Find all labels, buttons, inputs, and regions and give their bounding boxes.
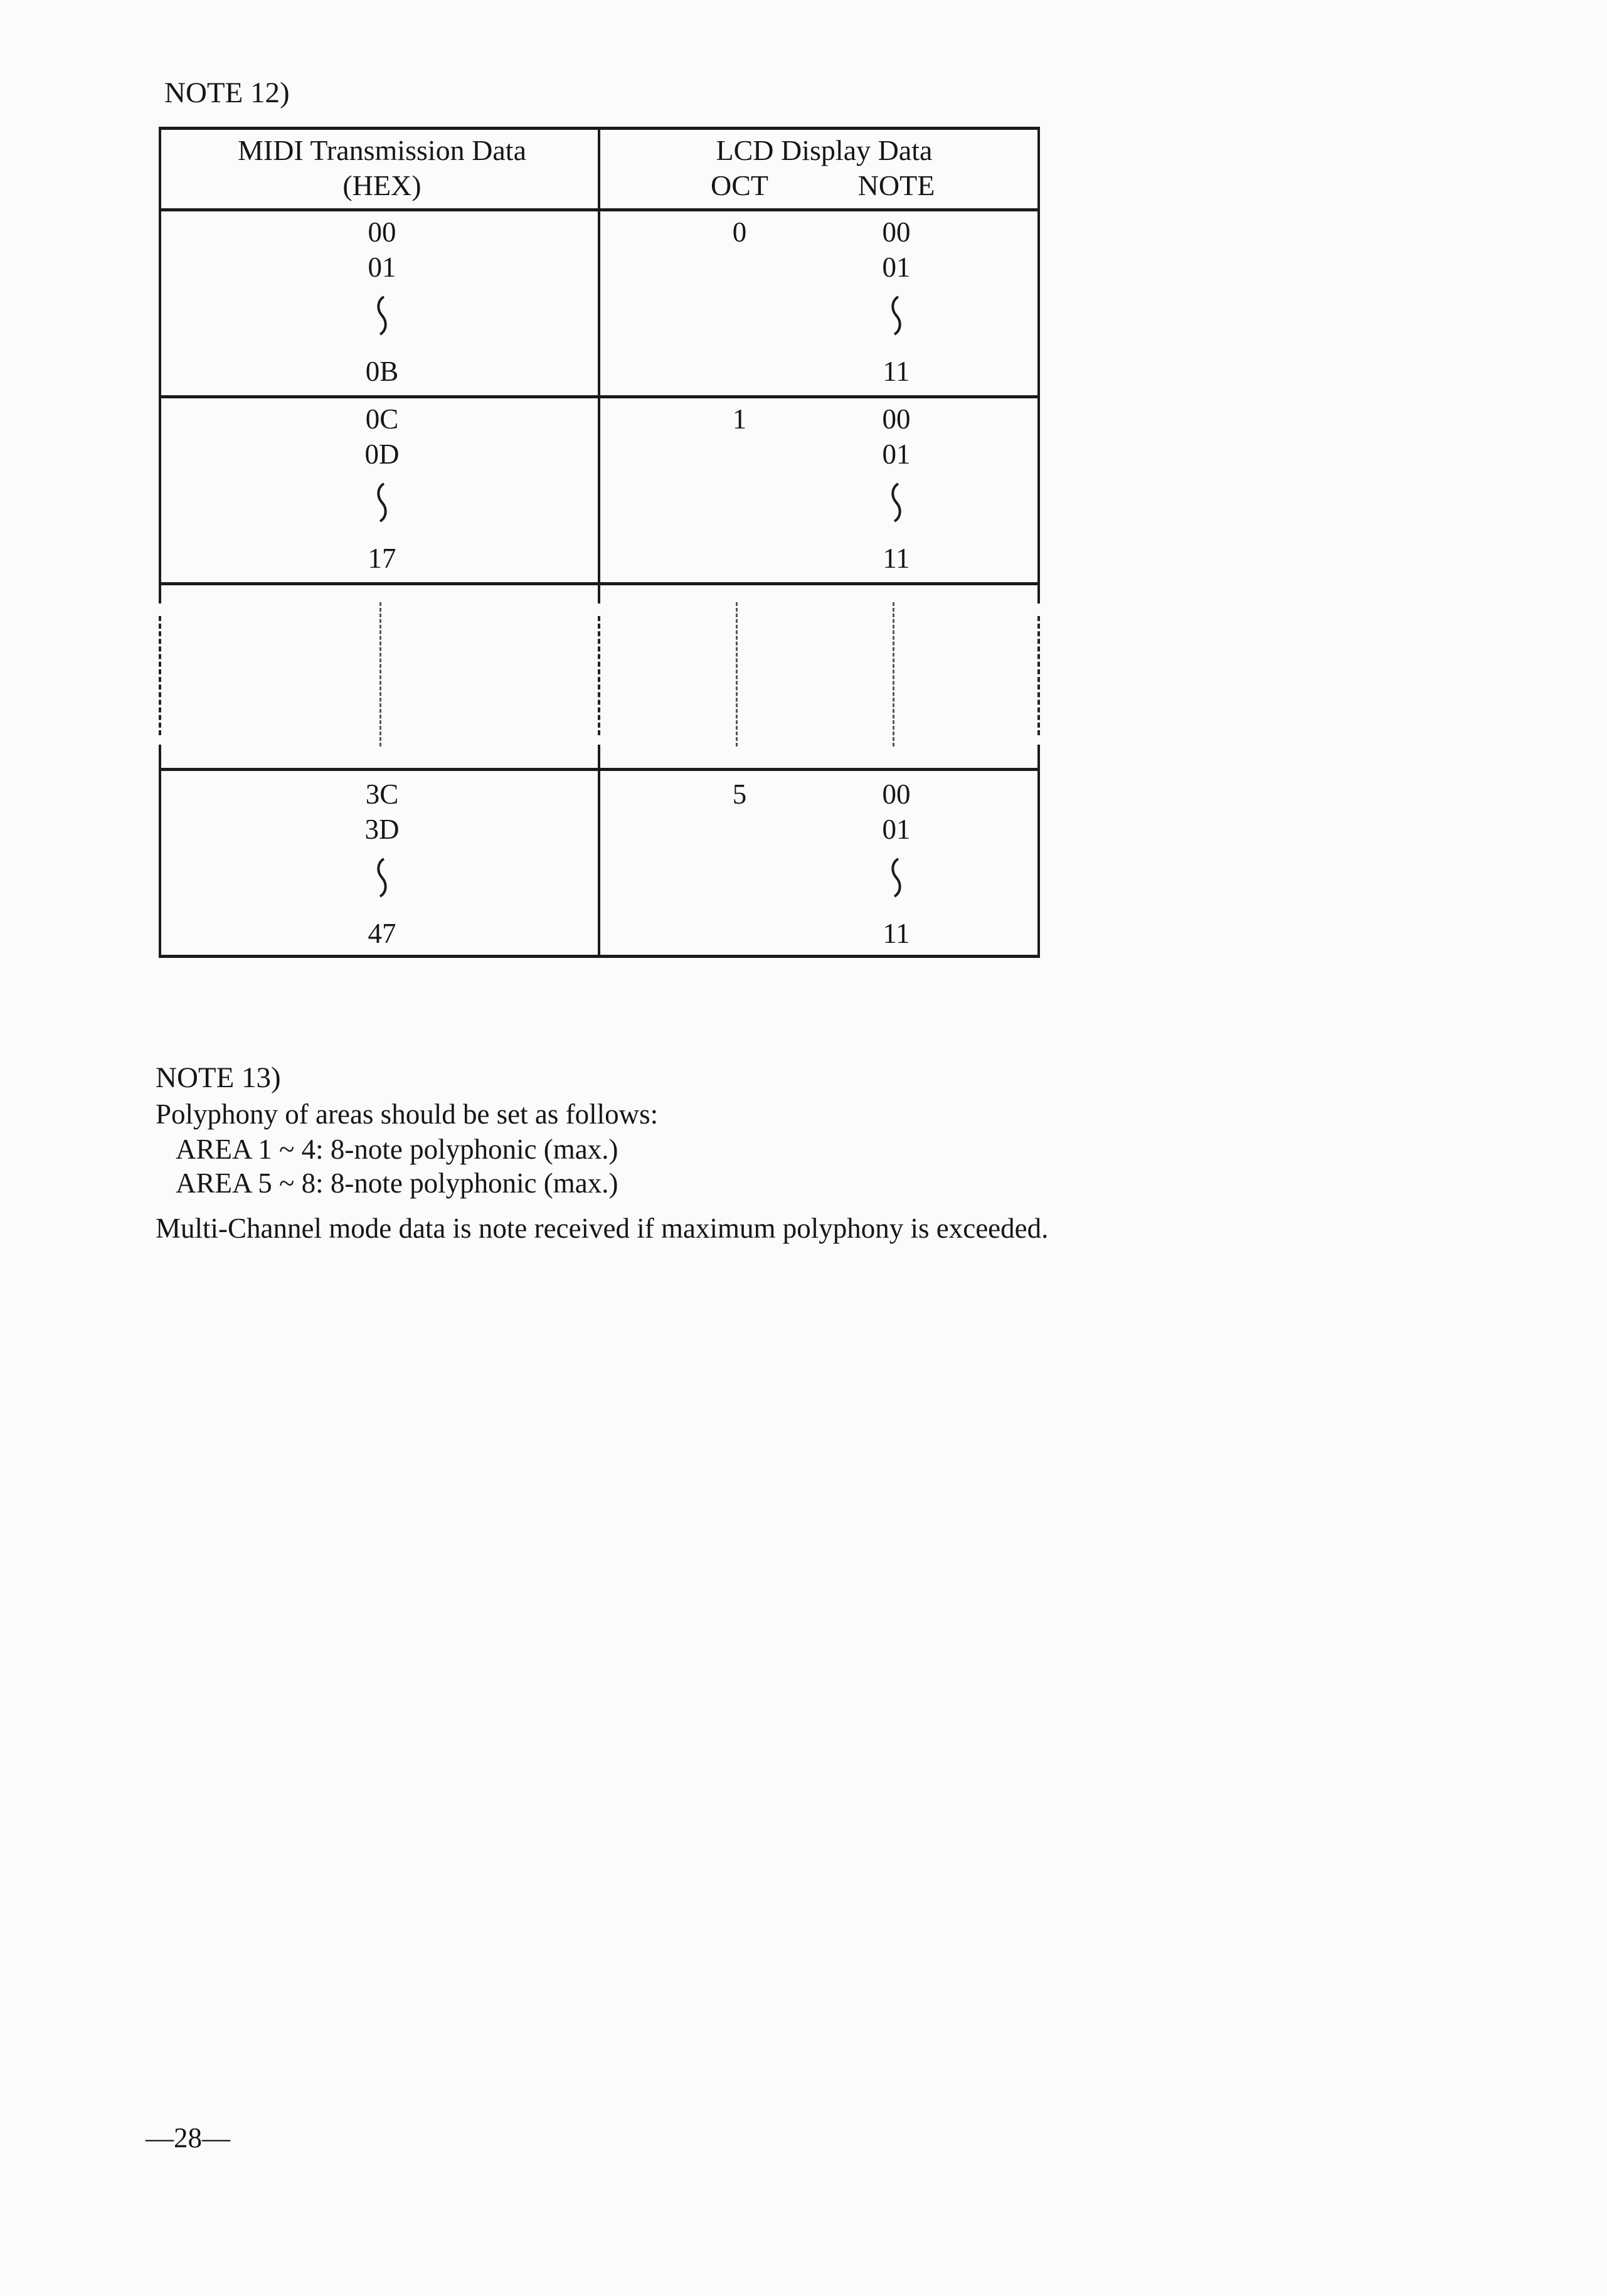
g1-hex-last: 0B — [365, 356, 399, 387]
header-lcd-display: LCD Display Data — [716, 134, 933, 166]
g2-note-range-mark — [889, 482, 904, 523]
note-12-title: NOTE 12) — [164, 77, 290, 109]
g1-hex-range-mark — [374, 295, 390, 336]
g3-oct: 5 — [732, 779, 747, 810]
note-13-title: NOTE 13) — [156, 1061, 281, 1094]
middle-border-top — [598, 127, 600, 603]
g2-oct: 1 — [732, 403, 747, 435]
g3-hex-second: 3D — [364, 814, 400, 845]
right-border-gap — [1037, 616, 1040, 735]
g2-hex-range-mark — [374, 482, 390, 523]
note-13-area-1-4: AREA 1 ~ 4: 8-note polyphonic (max.) — [176, 1134, 618, 1165]
middle-border-bottom — [598, 745, 600, 958]
g2-note-last: 11 — [883, 543, 910, 574]
header-oct: OCT — [711, 169, 768, 201]
midi-lcd-table — [159, 127, 1040, 959]
g3-hex-last: 47 — [368, 918, 396, 949]
g1-note-last: 11 — [883, 356, 910, 387]
header-midi-transmission: MIDI Transmission Data — [237, 134, 527, 166]
g1-hex-first: 00 — [368, 216, 396, 248]
g2-note-second: 01 — [882, 438, 911, 470]
page-number: —28— — [146, 2122, 230, 2154]
oct-continuation-dots — [736, 602, 738, 747]
note-13-area-5-8: AREA 5 ~ 8: 8-note polyphonic (max.) — [176, 1167, 618, 1199]
g3-note-last: 11 — [883, 918, 910, 949]
note-13-footer: Multi-Channel mode data is note received if maximum polyphony is exceeded. — [156, 1213, 1049, 1244]
header-note: NOTE — [857, 169, 935, 201]
left-border-top — [159, 127, 161, 603]
g1-note-first: 00 — [882, 216, 911, 248]
g1-note-second: 01 — [882, 252, 911, 283]
left-border-gap — [159, 616, 161, 735]
g3-hex-first: 3C — [365, 779, 399, 810]
g2-hex-first: 0C — [365, 403, 399, 435]
g2-hex-second: 0D — [364, 438, 400, 470]
middle-border-gap — [598, 616, 600, 735]
note-continuation-dots — [893, 602, 894, 747]
right-border-top — [1037, 127, 1040, 603]
left-border-bottom — [159, 745, 161, 958]
g3-hex-range-mark — [374, 857, 390, 898]
right-border-bottom — [1037, 745, 1040, 958]
note-13-intro: Polyphony of areas should be set as follows: — [156, 1098, 659, 1130]
g2-hex-last: 17 — [368, 543, 396, 574]
g3-note-second: 01 — [882, 814, 911, 845]
header-hex: (HEX) — [342, 169, 422, 201]
g1-oct: 0 — [732, 216, 747, 248]
g3-note-first: 00 — [882, 779, 911, 810]
hex-continuation-dots — [379, 602, 381, 747]
g2-note-first: 00 — [882, 403, 911, 435]
g1-note-range-mark — [889, 295, 904, 336]
g1-hex-second: 01 — [368, 252, 396, 283]
g3-note-range-mark — [889, 857, 904, 898]
